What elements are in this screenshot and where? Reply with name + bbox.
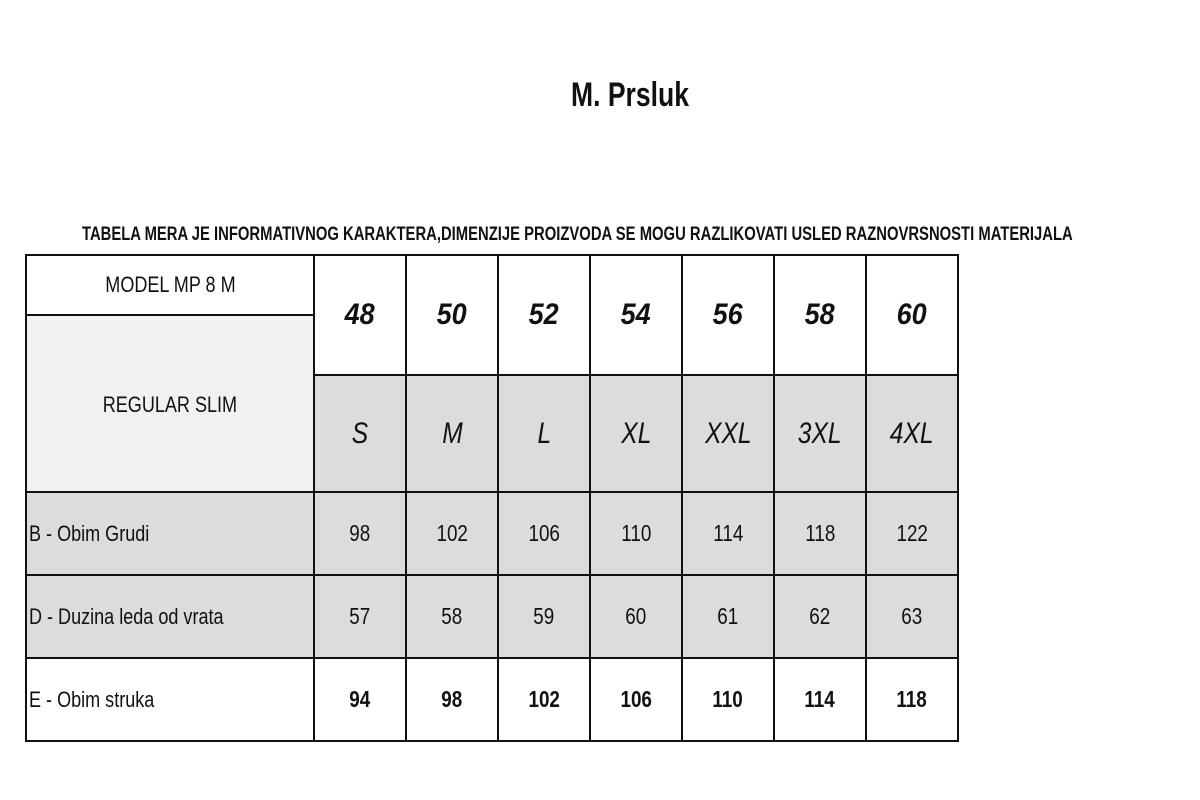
size-number: 52	[528, 298, 560, 331]
size-letter: XL	[620, 416, 652, 450]
table-row	[26, 492, 958, 575]
model-cell	[26, 255, 314, 315]
value-cell	[866, 658, 958, 741]
value-cell	[590, 658, 682, 741]
value: 118	[804, 520, 836, 546]
size-letter: 4XL	[890, 416, 934, 450]
value: 61	[717, 603, 739, 629]
row-label-cell	[26, 575, 314, 658]
size-number-cell	[774, 255, 866, 375]
size-number-cell	[314, 255, 406, 375]
value-cell	[314, 658, 406, 741]
value-cell	[498, 658, 590, 741]
value: 58	[441, 603, 463, 629]
value-cell	[406, 658, 498, 741]
value: 110	[620, 520, 652, 546]
size-number-cell	[590, 255, 682, 375]
value-cell	[682, 492, 774, 575]
size-letter-cell	[774, 375, 866, 492]
size-letter: M	[441, 416, 463, 450]
value: 98	[441, 686, 463, 712]
value: 110	[712, 686, 744, 712]
table-row	[26, 658, 958, 741]
value-cell	[866, 575, 958, 658]
value-cell	[590, 575, 682, 658]
table-row	[26, 575, 958, 658]
fit-label: REGULAR SLIM	[102, 392, 238, 417]
value-cell	[774, 575, 866, 658]
size-number: 60	[896, 298, 928, 331]
size-letter: XXL	[704, 416, 752, 450]
size-number-cell	[498, 255, 590, 375]
value: 122	[896, 520, 928, 546]
size-letter-cell	[498, 375, 590, 492]
size-number-cell	[866, 255, 958, 375]
value: 114	[804, 686, 836, 712]
size-chart-table	[25, 254, 959, 742]
size-letter-cell	[590, 375, 682, 492]
size-letter-cell	[682, 375, 774, 492]
size-letter: 3XL	[798, 416, 842, 450]
value: 59	[533, 603, 555, 629]
size-number: 56	[712, 298, 744, 331]
value: 102	[436, 520, 468, 546]
value: 62	[809, 603, 831, 629]
value-cell	[498, 575, 590, 658]
value: 118	[896, 686, 928, 712]
value-cell	[682, 575, 774, 658]
value-cell	[314, 575, 406, 658]
size-letter: S	[351, 416, 369, 450]
value-cell	[682, 658, 774, 741]
value-cell	[406, 492, 498, 575]
value: 57	[349, 603, 371, 629]
value-cell	[774, 658, 866, 741]
value: 106	[620, 686, 652, 712]
size-letter-cell	[314, 375, 406, 492]
value: 94	[349, 686, 371, 712]
value-cell	[866, 492, 958, 575]
fit-cell	[26, 315, 314, 492]
value: 106	[528, 520, 560, 546]
value: 60	[625, 603, 647, 629]
value-cell	[774, 492, 866, 575]
size-letter: L	[537, 416, 551, 450]
model-label: MODEL MP 8 M	[104, 272, 236, 297]
value-cell	[498, 492, 590, 575]
size-number: 50	[436, 298, 468, 331]
value-cell	[314, 492, 406, 575]
value: 114	[712, 520, 744, 546]
value: 63	[901, 603, 923, 629]
size-number: 54	[620, 298, 652, 331]
size-number-cell	[406, 255, 498, 375]
size-letter-cell	[866, 375, 958, 492]
size-number-cell	[682, 255, 774, 375]
row-label: E - Obim struka	[29, 686, 155, 712]
size-number-row	[26, 255, 958, 315]
row-label-cell	[26, 658, 314, 741]
size-number: 48	[344, 298, 376, 331]
value-cell	[590, 492, 682, 575]
row-label-cell	[26, 492, 314, 575]
value-cell	[406, 575, 498, 658]
row-label: B - Obim Grudi	[29, 520, 150, 546]
value: 98	[349, 520, 371, 546]
disclaimer-note: TABELA MERA JE INFORMATIVNOG KARAKTERA,DIMENZIJE PROIZVODA SE MOGU RAZLIKOVATI USLED RAZNOVRSNOSTI MATERIJALA	[82, 224, 1073, 245]
value: 102	[528, 686, 560, 712]
page-title: M. Prsluk	[571, 76, 689, 114]
size-number: 58	[804, 298, 836, 331]
row-label: D - Duzina leda od vrata	[29, 603, 224, 629]
size-letter-cell	[406, 375, 498, 492]
